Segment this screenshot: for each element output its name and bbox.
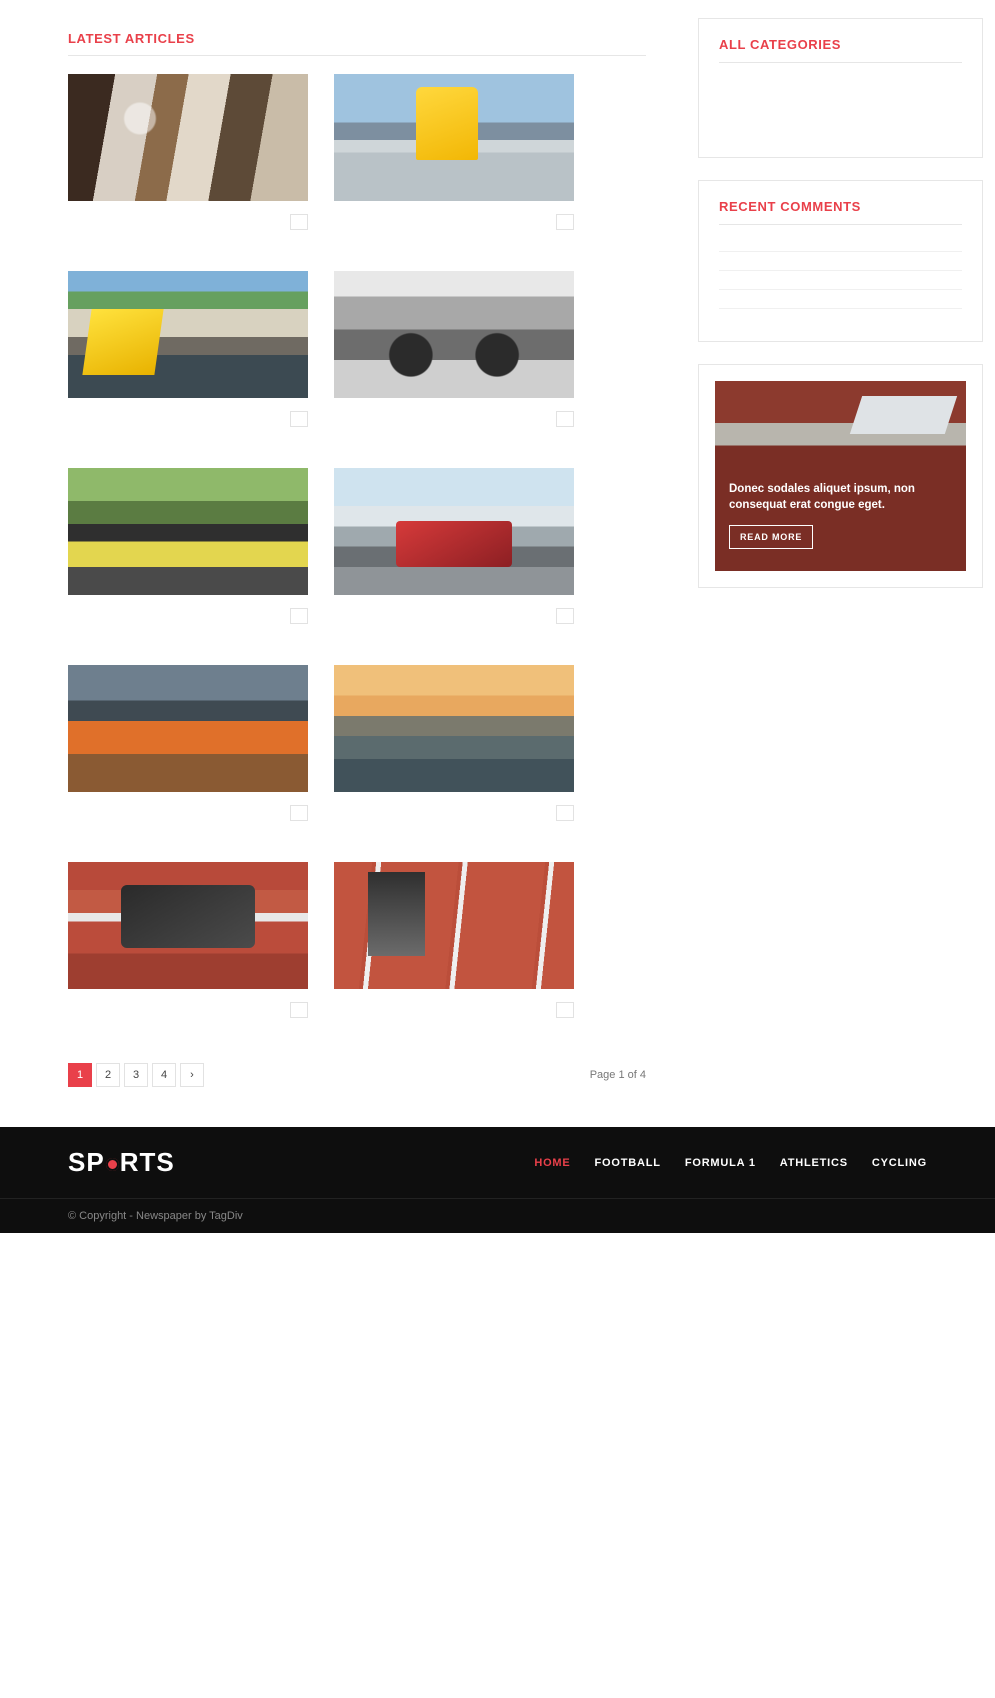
pagination xyxy=(68,1063,646,1087)
article-card[interactable] xyxy=(334,665,574,832)
site-footer xyxy=(0,1127,995,1233)
comment-item[interactable] xyxy=(719,289,962,308)
article-meta xyxy=(68,805,308,821)
category-row[interactable] xyxy=(719,131,962,143)
article-card[interactable] xyxy=(68,74,308,241)
widget-all-categories xyxy=(698,18,983,158)
article-image xyxy=(334,665,574,792)
article-meta xyxy=(68,214,308,230)
footer-bottom xyxy=(0,1199,995,1233)
widget-recent-comments xyxy=(698,180,983,342)
category-row[interactable] xyxy=(719,71,962,83)
comment-list xyxy=(719,233,962,327)
logo-text-right: RTS xyxy=(119,1147,175,1177)
widget-title-comments: RECENT COMMENTS xyxy=(719,199,962,225)
article-image xyxy=(68,74,308,201)
comment-item[interactable] xyxy=(719,270,962,289)
ad-banner[interactable] xyxy=(715,381,966,571)
article-card[interactable] xyxy=(334,468,574,635)
article-image xyxy=(68,271,308,398)
ad-read-more-button[interactable]: READ MORE xyxy=(729,525,813,549)
category-row[interactable] xyxy=(719,107,962,119)
comment-count-badge[interactable] xyxy=(290,1002,308,1018)
widget-advertisement xyxy=(698,364,983,588)
article-thumbnail[interactable] xyxy=(334,74,574,201)
comment-count-badge[interactable] xyxy=(290,608,308,624)
article-card[interactable] xyxy=(68,665,308,832)
article-image xyxy=(68,862,308,989)
article-card[interactable] xyxy=(334,74,574,241)
article-thumbnail[interactable] xyxy=(334,468,574,595)
article-card[interactable] xyxy=(68,271,308,438)
comment-item[interactable] xyxy=(719,308,962,327)
pagination-next-button[interactable]: › xyxy=(180,1063,204,1087)
footer-top xyxy=(0,1127,995,1199)
article-meta xyxy=(68,1002,308,1018)
copyright-text: © Copyright - Newspaper by TagDiv xyxy=(68,1210,243,1222)
article-thumbnail[interactable] xyxy=(334,862,574,989)
pagination-page-2[interactable]: 2 xyxy=(96,1063,120,1087)
ad-text: Donec sodales aliquet ipsum, non consequat erat congue eget. xyxy=(729,483,915,511)
category-row[interactable] xyxy=(719,119,962,131)
pagination-page-1[interactable]: 1 xyxy=(68,1063,92,1087)
article-thumbnail[interactable] xyxy=(334,271,574,398)
comment-count-badge[interactable] xyxy=(290,411,308,427)
comment-item[interactable] xyxy=(719,251,962,270)
article-meta xyxy=(334,805,574,821)
comment-count-badge[interactable] xyxy=(556,1002,574,1018)
footer-nav-item-formula-1[interactable]: FORMULA 1 xyxy=(684,1156,756,1169)
article-card[interactable] xyxy=(334,862,574,1029)
soccer-ball-icon xyxy=(106,1158,119,1171)
comment-count-badge[interactable] xyxy=(290,805,308,821)
comment-count-badge[interactable] xyxy=(290,214,308,230)
sidebar xyxy=(698,18,983,1127)
article-image xyxy=(334,862,574,989)
article-image xyxy=(334,74,574,201)
page-title: LATEST ARTICLES xyxy=(68,31,646,56)
article-thumbnail[interactable] xyxy=(334,665,574,792)
comment-count-badge[interactable] xyxy=(556,608,574,624)
site-logo[interactable] xyxy=(68,1147,175,1178)
category-row[interactable] xyxy=(719,83,962,95)
footer-nav xyxy=(534,1157,927,1169)
footer-nav-item-home[interactable]: HOME xyxy=(534,1156,571,1169)
article-grid xyxy=(68,74,646,1059)
pagination-info: Page 1 of 4 xyxy=(589,1069,646,1081)
article-thumbnail[interactable] xyxy=(68,665,308,792)
comment-count-badge[interactable] xyxy=(556,805,574,821)
article-thumbnail[interactable] xyxy=(68,271,308,398)
logo-text-left: SP xyxy=(68,1147,105,1177)
article-meta xyxy=(334,411,574,427)
widget-title-categories: ALL CATEGORIES xyxy=(719,37,962,63)
article-card[interactable] xyxy=(68,468,308,635)
comment-item[interactable] xyxy=(719,233,962,251)
article-image xyxy=(334,271,574,398)
pagination-page-3[interactable]: 3 xyxy=(124,1063,148,1087)
article-image xyxy=(334,468,574,595)
article-meta xyxy=(334,214,574,230)
article-thumbnail[interactable] xyxy=(68,862,308,989)
article-thumbnail[interactable] xyxy=(68,74,308,201)
article-meta xyxy=(68,411,308,427)
footer-nav-item-football[interactable]: FOOTBALL xyxy=(594,1156,661,1169)
comment-count-badge[interactable] xyxy=(556,214,574,230)
article-card[interactable] xyxy=(334,271,574,438)
main-column xyxy=(68,18,646,1127)
comment-count-badge[interactable] xyxy=(556,411,574,427)
footer-nav-item-cycling[interactable]: CYCLING xyxy=(871,1156,927,1169)
article-thumbnail[interactable] xyxy=(68,468,308,595)
article-meta xyxy=(334,608,574,624)
article-card[interactable] xyxy=(68,862,308,1029)
article-image xyxy=(68,468,308,595)
category-row[interactable] xyxy=(719,95,962,107)
article-meta xyxy=(334,1002,574,1018)
category-list xyxy=(719,71,962,143)
footer-nav-item-athletics[interactable]: ATHLETICS xyxy=(779,1156,848,1169)
pagination-page-4[interactable]: 4 xyxy=(152,1063,176,1087)
article-image xyxy=(68,665,308,792)
article-meta xyxy=(68,608,308,624)
